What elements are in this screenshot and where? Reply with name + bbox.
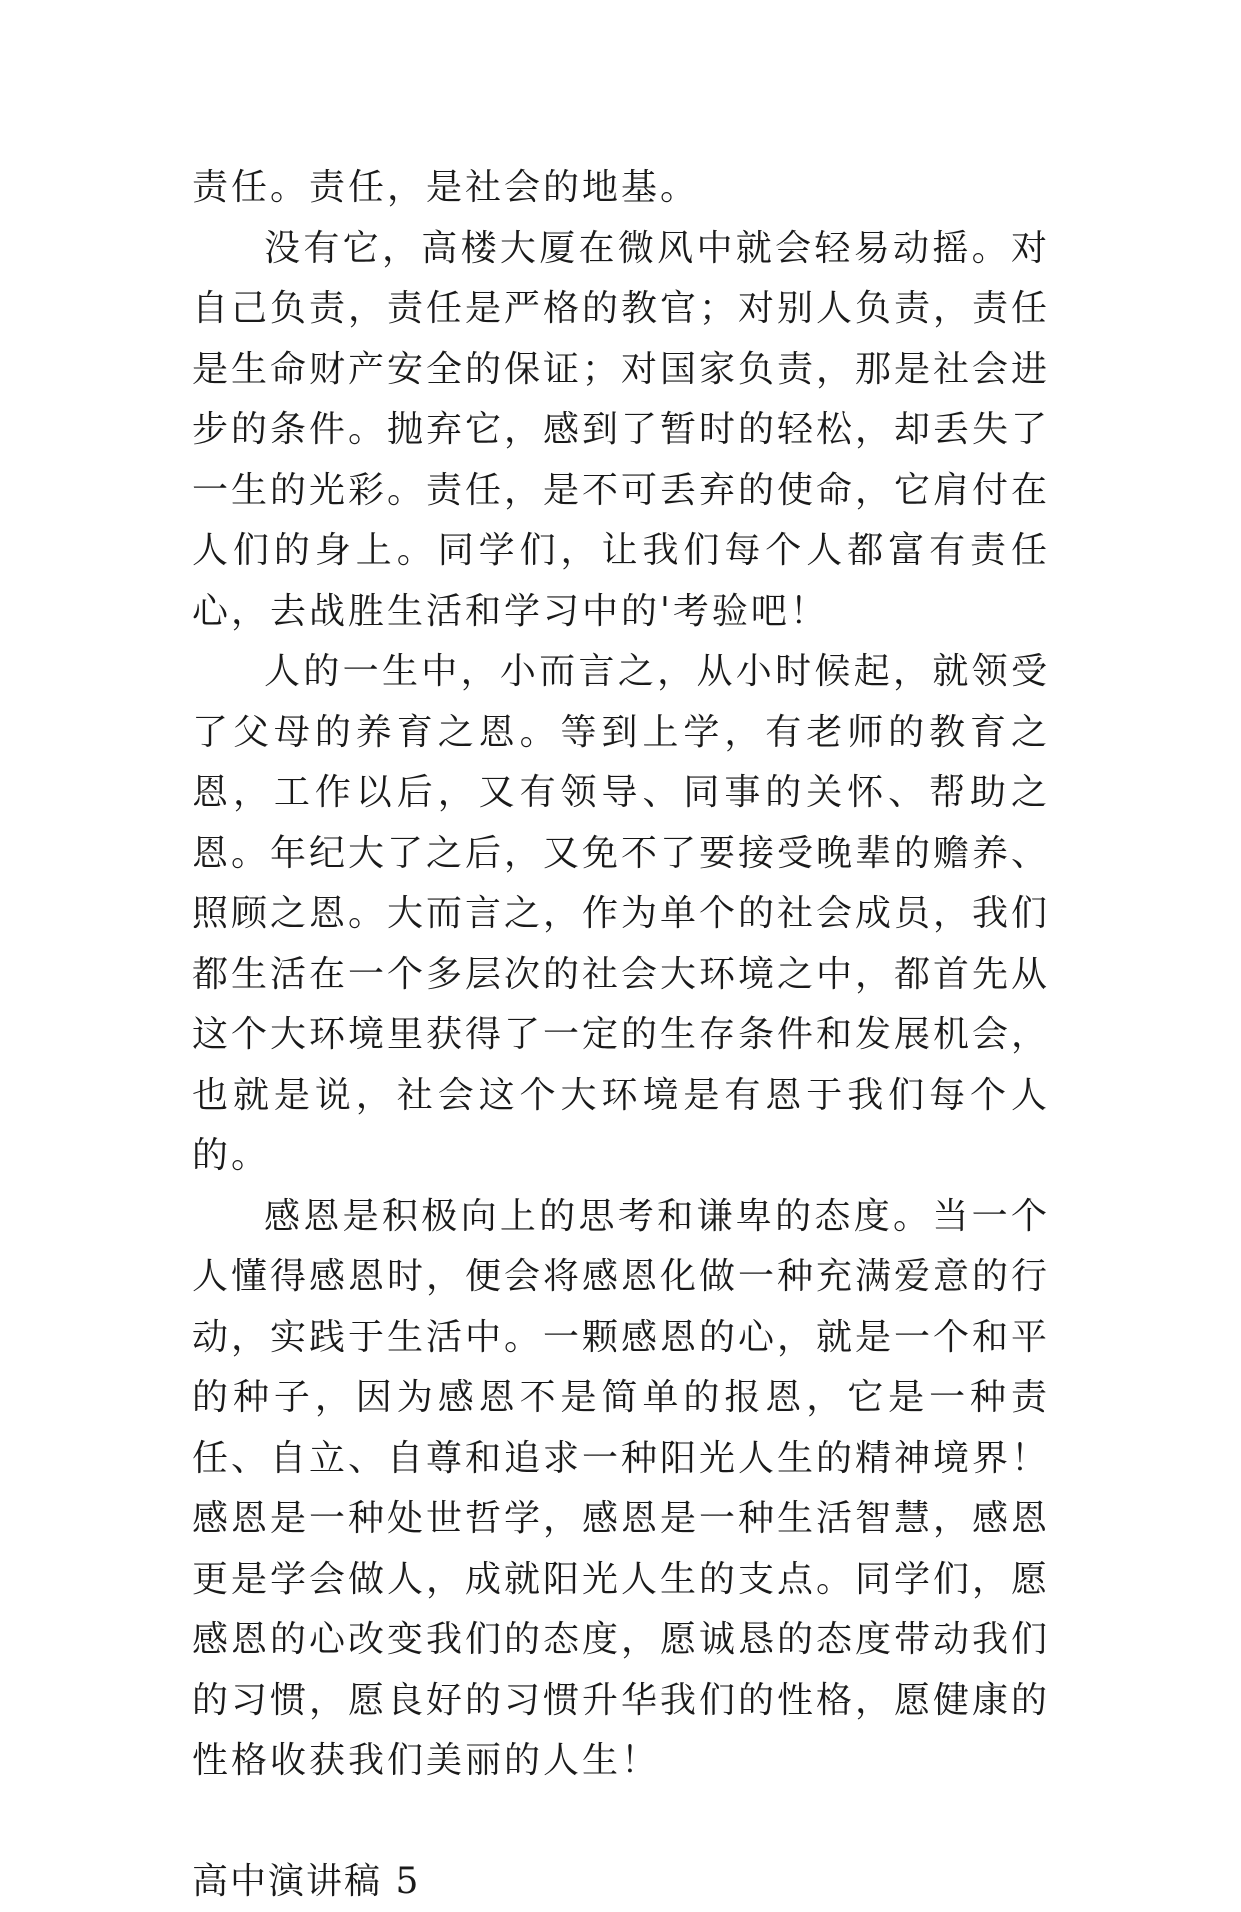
section-spacer: [192, 1792, 1050, 1852]
paragraph-responsibility: 没有它，高楼大厦在微风中就会轻易动摇。对自己负责，责任是严格的教官；对别人负责，责任是生命财产安全的保证；对国家负责，那是社会进步的条件。抛弃它，感到了暂时的轻松，却丢失了一生的光彩。责任，是不可丢弃的使命，它肩付在人们的身上。同学们，让我们每个人都富有责任心，去战胜生活和学习中的'考验吧！: [192, 219, 1050, 643]
section-heading: 高中演讲稿 5: [192, 1852, 1050, 1912]
paragraph-gratitude-attitude: 感恩是积极向上的思考和谦卑的态度。当一个人懂得感恩时，便会将感恩化做一种充满爱意的行动，实践于生活中。一颗感恩的心，就是一个和平的种子，因为感恩不是简单的报恩，它是一种责任、自立、自尊和追求一种阳光人生的精神境界！感恩是一种处世哲学，感恩是一种生活智慧，感恩更是学会做人，成就阳光人生的支点。同学们，愿感恩的心改变我们的态度，愿诚恳的态度带动我们的习惯，愿良好的习惯升华我们的性格，愿健康的性格收获我们美丽的人生！: [192, 1187, 1050, 1792]
paragraph-continuation: 责任。责任，是社会的地基。: [192, 158, 1050, 219]
paragraph-gratitude-life: 人的一生中，小而言之，从小时候起，就领受了父母的养育之恩。等到上学，有老师的教育之恩，工作以后，又有领导、同事的关怀、帮助之恩。年纪大了之后，又免不了要接受晚辈的赡养、照顾之恩。大而言之，作为单个的社会成员，我们都生活在一个多层次的社会大环境之中，都首先从这个大环境里获得了一定的生存条件和发展机会，也就是说，社会这个大环境是有恩于我们每个人的。: [192, 642, 1050, 1187]
document-page: [192, 158, 1050, 1912]
